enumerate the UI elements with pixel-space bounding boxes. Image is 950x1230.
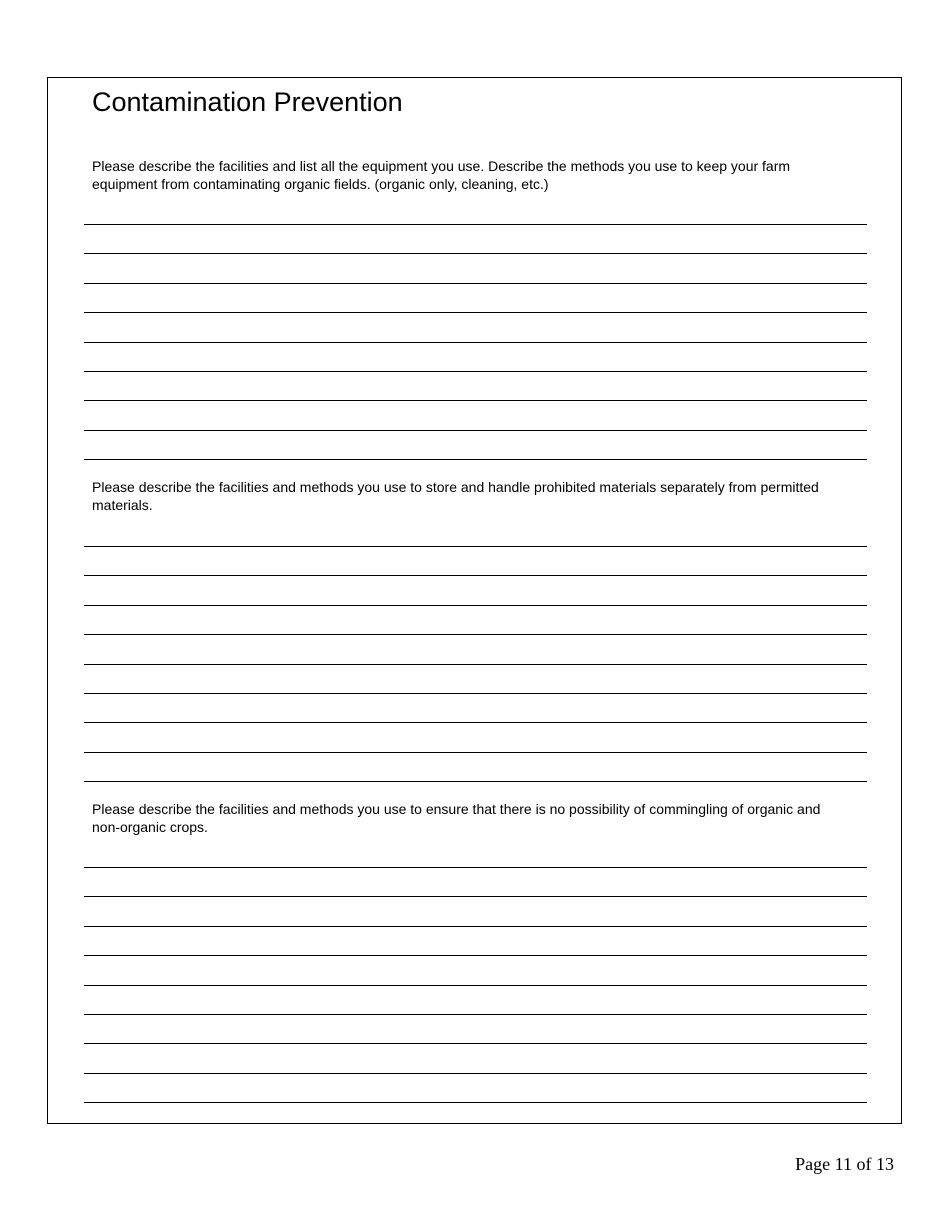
answer-line[interactable]	[84, 371, 867, 372]
answer-line[interactable]	[84, 1073, 867, 1074]
commingling-question: Please describe the facilities and methods you use to ensure that there is no possibility of commingling of organic and non-organic crops.	[92, 801, 821, 835]
page-title: Contamination Prevention	[92, 87, 403, 117]
answer-line[interactable]	[84, 985, 867, 986]
prohibited-materials-question: Please describe the facilities and methods you use to store and handle prohibited materials separately from permitted materials.	[92, 479, 819, 513]
answer-line[interactable]	[84, 896, 867, 897]
equipment-question: Please describe the facilities and list all the equipment you use. Describe the methods you use to keep your farm equipment from contaminating organic fields. (organic only, cleaning, etc.)	[92, 158, 791, 192]
answer-line[interactable]	[84, 430, 867, 431]
answer-line[interactable]	[84, 634, 867, 635]
answer-line[interactable]	[84, 955, 867, 956]
answer-line[interactable]	[84, 253, 867, 254]
answer-line[interactable]	[84, 312, 867, 313]
answer-line[interactable]	[84, 867, 867, 868]
answer-line[interactable]	[84, 283, 867, 284]
answer-line[interactable]	[84, 459, 867, 460]
answer-line[interactable]	[84, 1043, 867, 1044]
form-frame	[47, 77, 902, 1124]
answer-line[interactable]	[84, 926, 867, 927]
answer-line[interactable]	[84, 224, 867, 225]
answer-line[interactable]	[84, 546, 867, 547]
answer-line[interactable]	[84, 664, 867, 665]
answer-line[interactable]	[84, 342, 867, 343]
answer-line[interactable]	[84, 605, 867, 606]
answer-line[interactable]	[84, 781, 867, 782]
answer-line[interactable]	[84, 400, 867, 401]
answer-line[interactable]	[84, 1102, 867, 1103]
answer-line[interactable]	[84, 575, 867, 576]
answer-line[interactable]	[84, 752, 867, 753]
answer-line[interactable]	[84, 722, 867, 723]
answer-line[interactable]	[84, 693, 867, 694]
answer-line[interactable]	[84, 1014, 867, 1015]
page-number: Page 11 of 13	[795, 1154, 894, 1174]
